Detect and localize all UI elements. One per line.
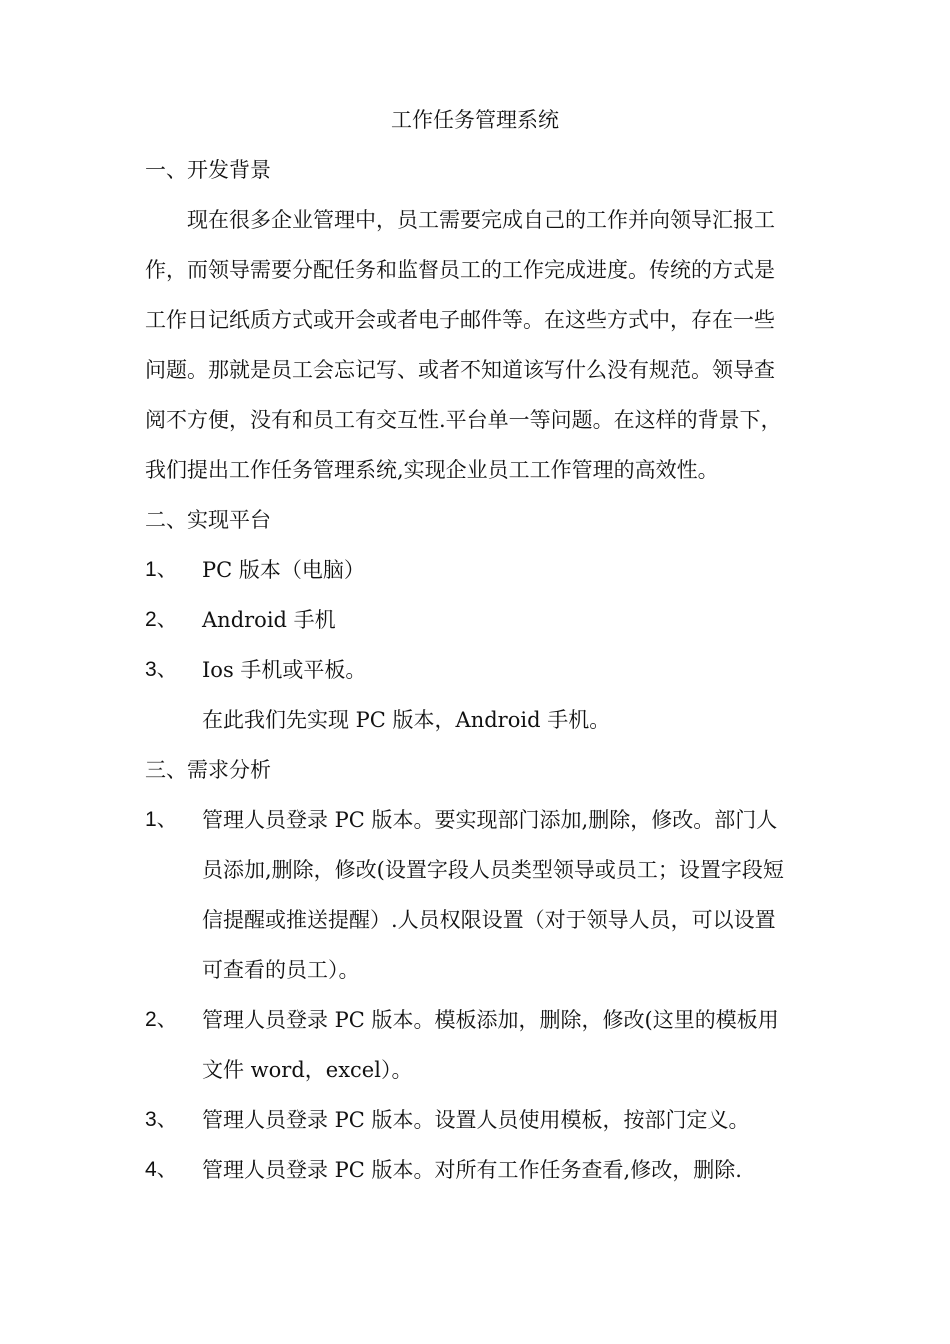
document-title: 工作任务管理系统	[391, 108, 559, 132]
section-heading: 三、需求分析	[145, 758, 271, 782]
list-item-text: 管理人员登录 PC 版本。要实现部门添加,删除，修改。部门人	[202, 808, 778, 832]
paragraph-line: 我们提出工作任务管理系统,实现企业员工工作管理的高效性。	[145, 458, 719, 482]
list-number: 3、	[145, 658, 178, 681]
list-item-text: 管理人员登录 PC 版本。设置人员使用模板，按部门定义。	[202, 1108, 750, 1132]
list-number: 2、	[145, 1008, 178, 1031]
section-heading: 二、实现平台	[145, 508, 271, 532]
paragraph-line: 阅不方便，没有和员工有交互性.平台单一等问题。在这样的背景下，	[145, 408, 782, 432]
list-item-text: 员添加,删除，修改(设置字段人员类型领导或员工；设置字段短	[202, 858, 784, 882]
list-number: 4、	[145, 1158, 178, 1181]
list-number: 1、	[145, 558, 178, 581]
paragraph-line: 工作日记纸质方式或开会或者电子邮件等。在这些方式中，存在一些	[145, 308, 775, 332]
platform-note: 在此我们先实现 PC 版本，Android 手机。	[202, 708, 611, 732]
list-number: 1、	[145, 808, 178, 831]
list-item-text: 管理人员登录 PC 版本。对所有工作任务查看,修改，删除.	[202, 1158, 742, 1182]
paragraph-line: 作，而领导需要分配任务和监督员工的工作完成进度。传统的方式是	[145, 258, 775, 282]
list-item-text: 信提醒或推送提醒）.人员权限设置（对于领导人员，可以设置	[202, 908, 776, 932]
list-item-text: Android 手机	[202, 608, 336, 632]
section-heading: 一、开发背景	[145, 158, 271, 182]
background-paragraph	[145, 205, 813, 505]
list-item-text: 文件 word，excel）。	[202, 1058, 413, 1082]
list-item-text: 可查看的员工）。	[202, 958, 360, 982]
list-item-text: Ios 手机或平板。	[202, 658, 367, 682]
list-item-text: 管理人员登录 PC 版本。模板添加，删除，修改(这里的模板用	[202, 1008, 779, 1032]
list-item-text: PC 版本（电脑）	[202, 558, 365, 582]
list-number: 2、	[145, 608, 178, 631]
paragraph-line: 问题。那就是员工会忘记写、或者不知道该写什么没有规范。领导查	[145, 358, 775, 382]
paragraph-line: 现在很多企业管理中，员工需要完成自己的工作并向领导汇报工	[187, 208, 775, 232]
list-number: 3、	[145, 1108, 178, 1131]
